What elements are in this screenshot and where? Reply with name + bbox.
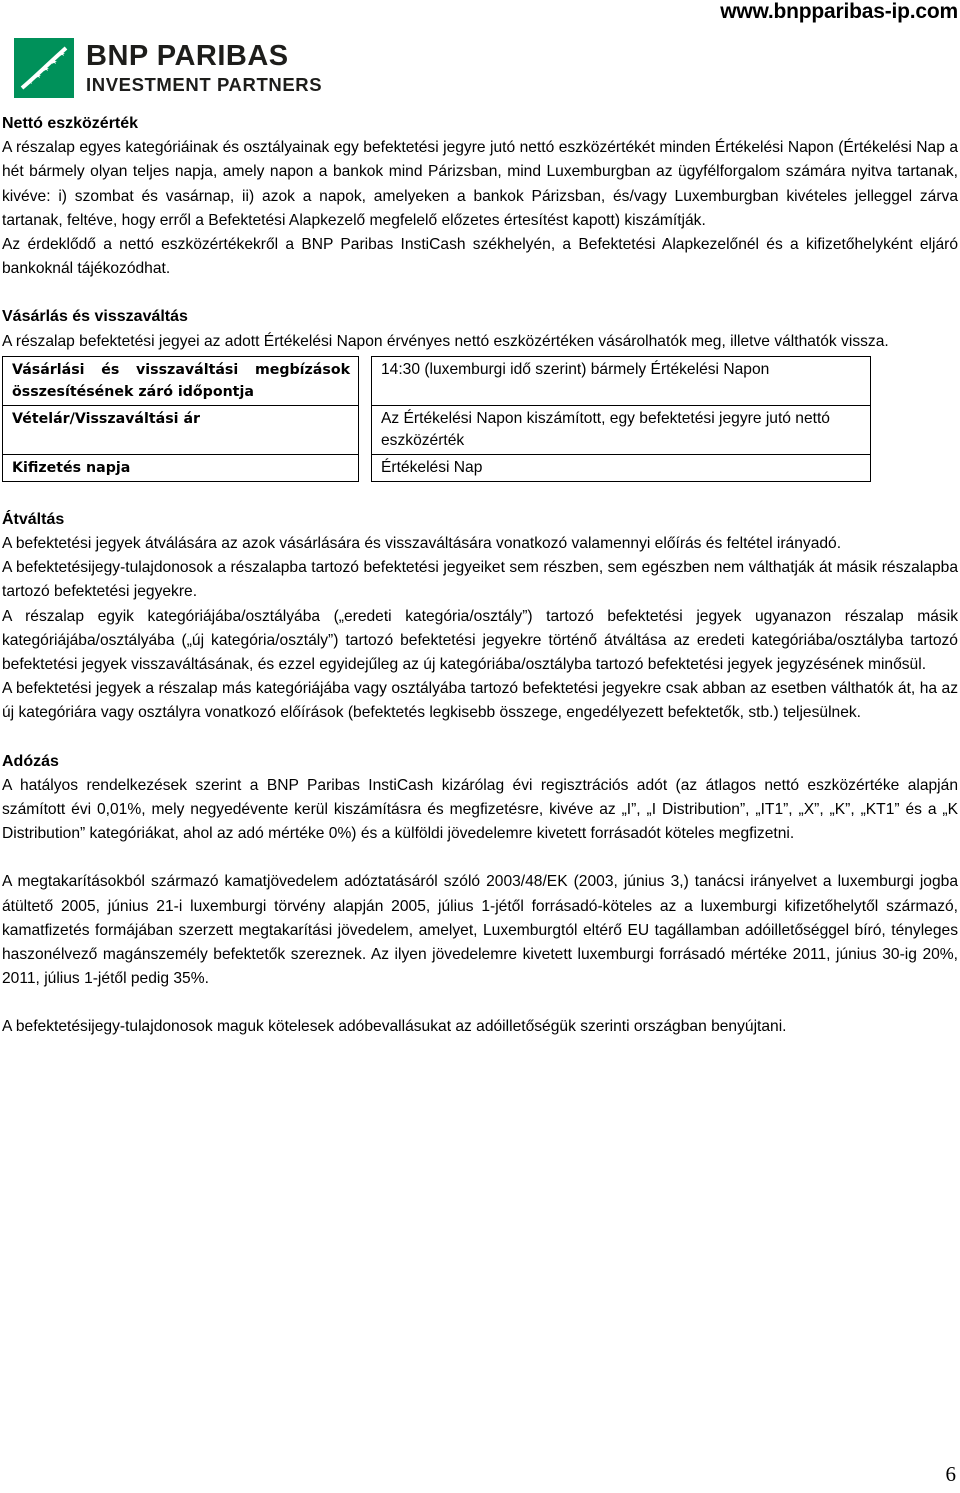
paragraph: A befektetési jegyek átválására az azok vásárlására és visszaváltására vonatkozó valamennyi előírás és feltétel irányadó. [2,535,842,553]
section-title-taxation: Adózás [2,752,59,770]
bnp-star-logo-icon [14,38,74,98]
table-row [3,356,871,405]
paragraph: A befektetésijegy-tulajdonosok a részalapba tartozó befektetési jegyeiket sem részben, sem egészben nem válthatják át másik részalapba tartozó befektetési jegyekre. [2,559,958,601]
paragraph: A részalap befektetési jegyei az adott Értékelési Napon érvényes nettó eszközértéken vásárolhatók meg, illetve válthatók vissza. [2,332,889,350]
paragraph: A részalap egyes kategóriáinak és osztályainak egy befektetési jegyre jutó nettó eszközértékét minden Értékelési Napon (Értékelési Nap a hét bármely olyan teljes napja, amely napon a bankok mind Párizsban, mind Luxemburgban az ügyfélforgalom számára nyitva tartanak, kivéve: i) szombat és vasárnap, ii) azok a napok, amelyeken a bankok Párizsban, és/vagy Luxemburgban kivételes jelleggel zárva tartanak, feltéve, hogy erről a Befektetési Alapkezelő megfelelő előzetes értesítést kapott) kiszámítják. [2,139,958,229]
table-key: Kifizetés napja [3,454,359,481]
paragraph: A hatályos rendelkezések szerint a BNP Paribas InstiCash kizárólag évi regisztrációs adót (az átlagos nettó eszközértéke alapján számított évi 0,01%, mely negyedévente kerül kiszámításra és megfizetésre, kivéve az „I”, „I Distribution”, „IT1”, „X”, „K”, „KT1” és a „K Distribution” kategóriákat, ahol az adó mértéke 0%) és a külföldi jövedelemre kivetett forrásadót köteles megfizetni. [2,776,958,843]
purchase-terms-table [2,356,871,482]
paragraph: A befektetésijegy-tulajdonosok maguk kötelesek adóbevallásukat az adóilletőségük szerinti országban benyújtani. [2,1018,787,1036]
table-row [3,454,871,481]
table-key: Vételár/Visszaváltási ár [3,405,359,454]
table-key: Vásárlási és visszaváltási megbízások összesítésének záró időpontja [3,356,359,405]
table-value: 14:30 (luxemburgi idő szerint) bármely Értékelési Napon [372,356,871,405]
paragraph: A befektetési jegyek a részalap más kategóriájába vagy osztályába tartozó befektetési jegyekre csak abban az esetben válthatók át, ha az új kategóriára vagy osztályra vonatkozó előírások (befektetés legkisebb összege, engedélyezett befektetők, stb.) teljesülnek. [2,680,958,722]
logo-wordmark-line1: BNP PARIBAS [86,40,289,72]
bnp-paribas-logo [14,34,344,102]
table-value: Értékelési Nap [372,454,871,481]
page-number: 6 [945,1462,956,1486]
section-title-net-asset: Nettó eszközérték [2,115,139,132]
website-url: www.bnpparibas-ip.com [720,0,958,23]
logo-wordmark-line2: INVESTMENT PARTNERS [86,74,323,95]
table-value: Az Értékelési Napon kiszámított, egy befektetési jegyre jutó nettó eszközérték [372,405,871,454]
section-title-conversion: Átváltás [2,510,65,528]
paragraph: A megtakarításokból származó kamatjövedelem adóztatásáról szóló 2003/48/EK (2003, június 3,) tanácsi irányelvet a luxemburgi jogba átültető 2005, június 21-i luxemburgi törvény alapján 2005, július 1-jétől forrásadó-köteles az a luxemburgi kifizetőhelytől származó, kamatfizetés formájában szerzett megtakarítási jövedelem, amelyet, Luxemburgtól eltérő EU tagállamban adóilletőséggel bíró, tényleges haszonélvező magánszemély befektetők szereznek. Az ilyen jövedelemre kivetett luxemburgi forrásadó mértéke 2011, június 30-ig 20%, 2011, július 1-jétől pedig 35%. [2,873,958,988]
document-body [2,112,958,1040]
paragraph: A részalap egyik kategóriájába/osztályába („eredeti kategória/osztály”) tartozó befektetési jegyek ugyanazon részalap másik kategóriájába/osztályába („új kategória/osztály”) tartozó befektetési jegyekre történő átváltása az eredeti kategóriába/osztályba tartozó befektetési jegyek visszaváltásának, és ezzel egyidejűleg az új kategóriába/osztályba tartozó befektetési jegyek jegyzésének minősül. [2,607,958,674]
table-row [3,405,871,454]
paragraph: Az érdeklődő a nettó eszközértékekről a BNP Paribas InstiCash székhelyén, a Befektetési Alapkezelőnél és a kifizetőhelyként eljáró bankoknál tájékozódhat. [2,236,958,278]
section-title-purchase: Vásárlás és visszaváltás [2,308,188,326]
